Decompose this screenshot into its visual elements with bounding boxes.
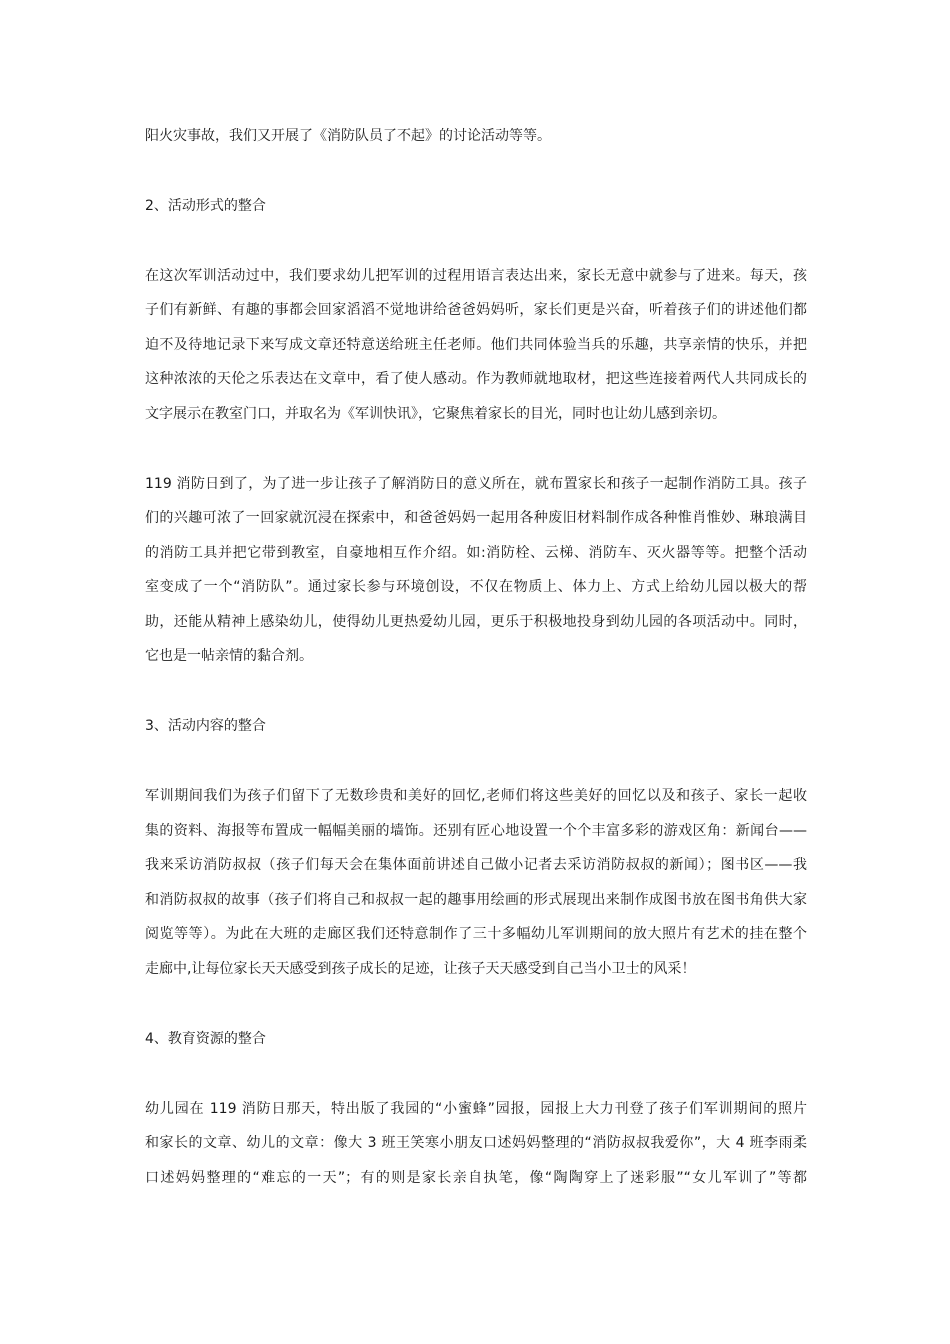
text-line: 迫不及待地记录下来写成文章还特意送给班主任老师。他们共同体验当兵的乐趣，共享亲情的快乐，并把 [145,337,807,353]
text-line: 阳火灾事故，我们又开展了《消防队员了不起》的讨论活动等等。 [145,128,551,144]
text-line: 走廊中,让每位家长天天感受到孩子成长的足迹，让孩子天天感受到自己当小卫士的风采！ [145,961,696,977]
text-line: 口述妈妈整理的“难忘的一天”；有的则是家长亲自执笔，像“陶陶穿上了迷彩服”“女儿军训了”等都 [145,1170,807,1186]
text-line: 和消防叔叔的故事（孩子们将自己和叔叔一起的趣事用绘画的形式展现出来制作成图书放在图书角供大家 [145,892,807,908]
text-line: 它也是一帖亲情的黏合剂。 [145,648,313,664]
text-line: 阅览等等）。为此在大班的走廊区我们还特意制作了三十多幅幼儿军训期间的放大照片有艺术的挂在整个 [145,926,807,942]
text-line: 文字展示在教室门口，并取名为《军训快讯》，它聚焦着家长的目光，同时也让幼儿感到亲切。 [145,406,726,422]
text-line: 幼儿园在 119 消防日那天，特出版了我园的“小蜜蜂”园报，园报上大力刊登了孩子们军训期间的照片 [145,1101,807,1117]
text-line: 我来采访消防叔叔（孩子们每天会在集体面前讲述自己做小记者去采访消防叔叔的新闻）；图书区——我 [145,857,807,873]
text-line: 和家长的文章、幼儿的文章：像大 3 班王笑寒小朋友口述妈妈整理的“消防叔叔我爱你”，大 4 班李雨柔 [145,1135,807,1151]
text-line: 子们有新鲜、有趣的事都会回家滔滔不觉地讲给爸爸妈妈听，家长们更是兴奋，听着孩子们的讲述他们都 [145,302,807,318]
text-line: 助，还能从精神上感染幼儿，使得幼儿更热爱幼儿园，更乐于积极地投身到幼儿园的各项活动中。同时， [145,614,807,630]
text-line: 们的兴趣可浓了一回家就沉浸在探索中，和爸爸妈妈一起用各种废旧材料制作成各种惟肖惟妙、琳琅满目 [145,510,807,526]
text-line: 军训期间我们为孩子们留下了无数珍贵和美好的回忆,老师们将这些美好的回忆以及和孩子、家长一起收 [145,788,807,804]
text-line: 室变成了一个“消防队”。通过家长参与环境创设，不仅在物质上、体力上、方式上给幼儿园以极大的帮 [145,579,807,595]
text-line: 集的资料、海报等布置成一幅幅美丽的墙饰。还别有匠心地设置一个个丰富多彩的游戏区角：新闻台—— [145,823,807,839]
section-heading-content-integration: 3、活动内容的整合 [145,718,266,734]
text-line: 在这次军训活动过中，我们要求幼儿把军训的过程用语言表达出来，家长无意中就参与了进来。每天，孩 [145,268,807,284]
text-line: 这种浓浓的天伦之乐表达在文章中，看了使人感动。作为教师就地取材，把这些连接着两代人共同成长的 [145,371,807,387]
section-heading-resource-integration: 4、教育资源的整合 [145,1031,266,1047]
text-line: 的消防工具并把它带到教室，自豪地相互作介绍。如:消防栓、云梯、消防车、灭火器等等。把整个活动 [145,545,807,561]
section-heading-form-integration: 2、活动形式的整合 [145,198,266,214]
text-line: 119 消防日到了，为了进一步让孩子了解消防日的意义所在，就布置家长和孩子一起制作消防工具。孩子 [145,476,807,492]
